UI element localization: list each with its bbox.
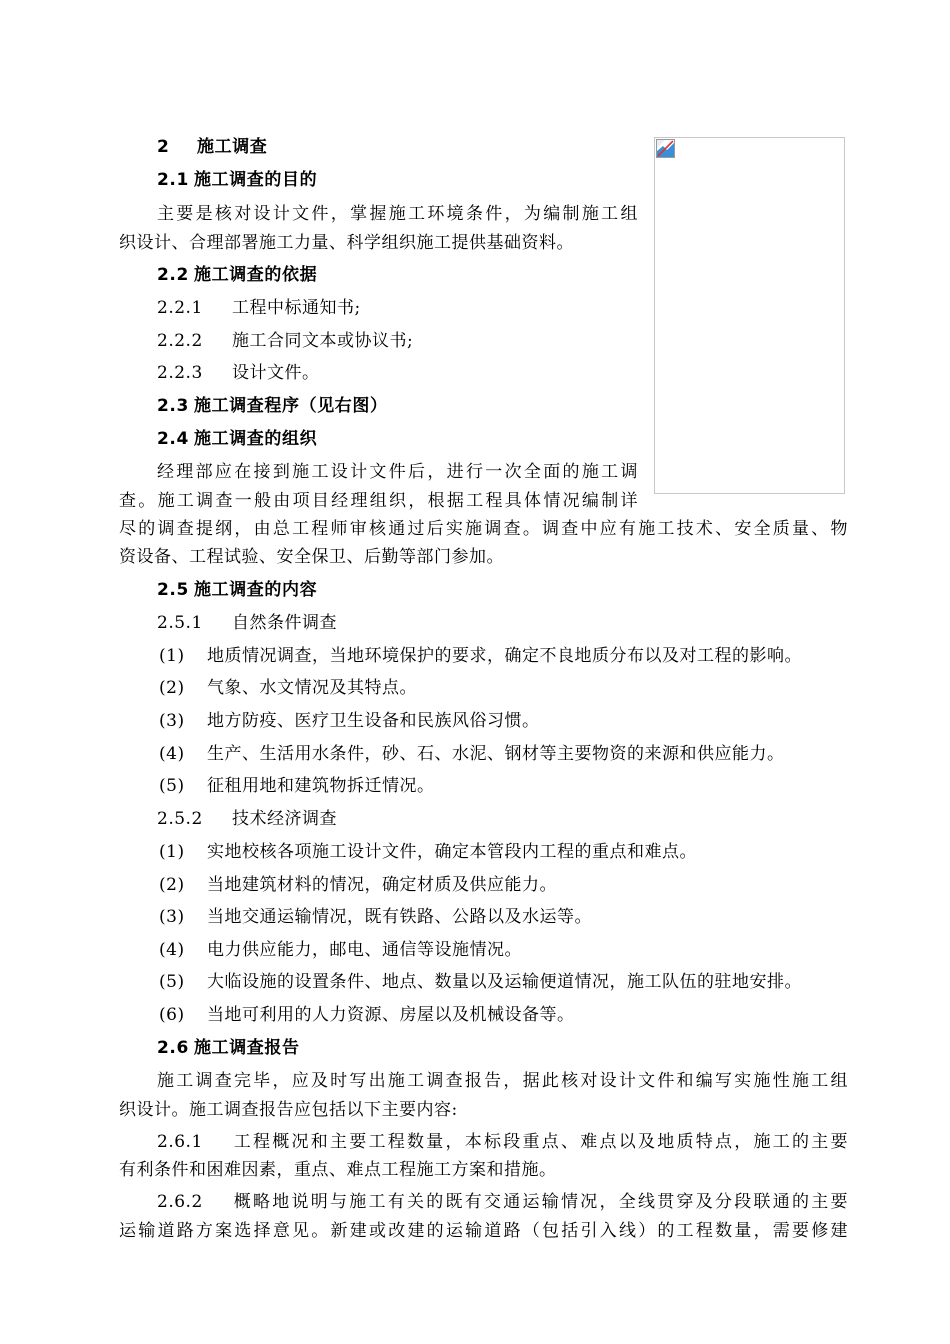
list-item [159,874,557,896]
procedure-figure-placeholder [654,137,845,494]
section-number: 2 [157,137,170,157]
subsection-title: 施工调查的依据 [194,265,318,285]
list-item-number: (3) [159,711,185,731]
paragraph-line: 尽的调查提纲，由总工程师审核通过后实施调查。调查中应有施工技术、安全质量、物 [119,519,848,539]
list-item-text: 电力供应能力，邮电、通信等设施情况。 [207,940,522,960]
list-item [159,841,697,863]
paragraph-line: 资设备、工程试验、安全保卫、后勤等部门参加。 [119,547,504,567]
list-item [159,645,802,667]
paragraph-line: 主要是核对设计文件，掌握施工环境条件，为编制施工组 [157,204,638,224]
subsection-title: 施工调查的组织 [194,429,318,449]
subsection-title: 施工调查报告 [194,1038,300,1058]
list-item-text: 生产、生活用水条件，砂、石、水泥、钢材等主要物资的来源和供应能力。 [207,744,785,764]
clause-number: 2.6.2 [157,1192,203,1212]
list-item-text: 当地交通运输情况，既有铁路、公路以及水运等。 [207,907,592,927]
subsection-number: 2.5 [157,580,189,600]
subsection-number: 2.6 [157,1038,189,1058]
list-item-number: (5) [159,776,185,796]
subsection-title: 施工调查的目的 [194,170,318,190]
list-item-number: (3) [159,907,185,927]
section-title: 施工调查 [197,137,268,157]
paragraph-line: 织设计、合理部署施工力量、科学组织施工提供基础资料。 [119,233,574,253]
list-item-text: 当地可利用的人力资源、房屋以及机械设备等。 [207,1005,575,1025]
clause-text: 设计文件。 [232,363,320,383]
list-item [159,939,522,961]
list-item [159,710,540,732]
subsection-heading [157,264,317,286]
clause-item [157,297,361,319]
paragraph-line: 查。施工调查一般由项目经理组织，根据工程具体情况编制详 [119,491,638,511]
clause-item [157,362,320,384]
list-item-text: 地质情况调查，当地环境保护的要求，确定不良地质分布以及对工程的影响。 [207,646,802,666]
section-heading [157,136,267,158]
list-item-number: (2) [159,678,185,698]
list-item-number: (1) [159,842,185,862]
clause-number: 2.5.1 [157,613,203,633]
clause-item [157,1191,848,1213]
paragraph-line: 经理部应在接到施工设计文件后，进行一次全面的施工调 [157,462,638,482]
list-item-number: (4) [159,744,185,764]
subsection-number: 2.1 [157,170,189,190]
subsection-heading [157,579,317,601]
clause-number: 2.2.2 [157,331,203,351]
list-item-text: 实地校核各项施工设计文件，确定本管段内工程的重点和难点。 [207,842,697,862]
subsection-heading [157,169,317,191]
clause-item [157,1131,848,1153]
subsection-title: 施工调查程序（见右图） [194,396,388,416]
list-item-number: (5) [159,972,185,992]
paragraph-line: 有利条件和困难因素，重点、难点工程施工方案和措施。 [119,1160,557,1180]
clause-item [157,808,337,830]
paragraph-line: 织设计。施工调查报告应包括以下主要内容: [119,1100,458,1120]
paragraph-line: 运输道路方案选择意见。新建或改建的运输道路（包括引入线）的工程数量，需要修建 [119,1221,848,1241]
paragraph-line: 施工调查完毕，应及时写出施工调查报告，据此核对设计文件和编写实施性施工组 [157,1071,848,1091]
list-item-text: 大临设施的设置条件、地点、数量以及运输便道情况，施工队伍的驻地安排。 [207,972,802,992]
list-item-number: (4) [159,940,185,960]
list-item-number: (1) [159,646,185,666]
clause-text: 自然条件调查 [232,613,337,633]
list-item [159,775,435,797]
subsection-number: 2.2 [157,265,189,285]
clause-text: 概略地说明与施工有关的既有交通运输情况，全线贯穿及分段联通的主要 [232,1192,848,1212]
list-item-number: (6) [159,1005,185,1025]
subsection-heading [157,428,317,450]
list-item-text: 气象、水文情况及其特点。 [207,678,417,698]
list-item [159,1004,575,1026]
subsection-heading [157,1037,300,1059]
subsection-title: 施工调查的内容 [194,580,318,600]
clause-number: 2.6.1 [157,1132,203,1152]
list-item-number: (2) [159,875,185,895]
clause-number: 2.2.3 [157,363,203,383]
subsection-number: 2.3 [157,396,189,416]
clause-text: 工程中标通知书; [232,298,361,318]
list-item-text: 征租用地和建筑物拆迁情况。 [207,776,435,796]
list-item-text: 当地建筑材料的情况，确定材质及供应能力。 [207,875,557,895]
clause-number: 2.5.2 [157,809,203,829]
list-item [159,743,785,765]
list-item [159,906,592,928]
clause-item [157,330,413,352]
clause-text: 技术经济调查 [232,809,337,829]
clause-item [157,612,337,634]
clause-text: 工程概况和主要工程数量，本标段重点、难点以及地质特点，施工的主要 [232,1132,848,1152]
list-item-text: 地方防疫、医疗卫生设备和民族风俗习惯。 [207,711,540,731]
subsection-heading [157,395,388,417]
broken-image-icon [656,139,675,158]
list-item [159,677,417,699]
list-item [159,971,802,993]
subsection-number: 2.4 [157,429,189,449]
clause-number: 2.2.1 [157,298,203,318]
clause-text: 施工合同文本或协议书; [232,331,414,351]
